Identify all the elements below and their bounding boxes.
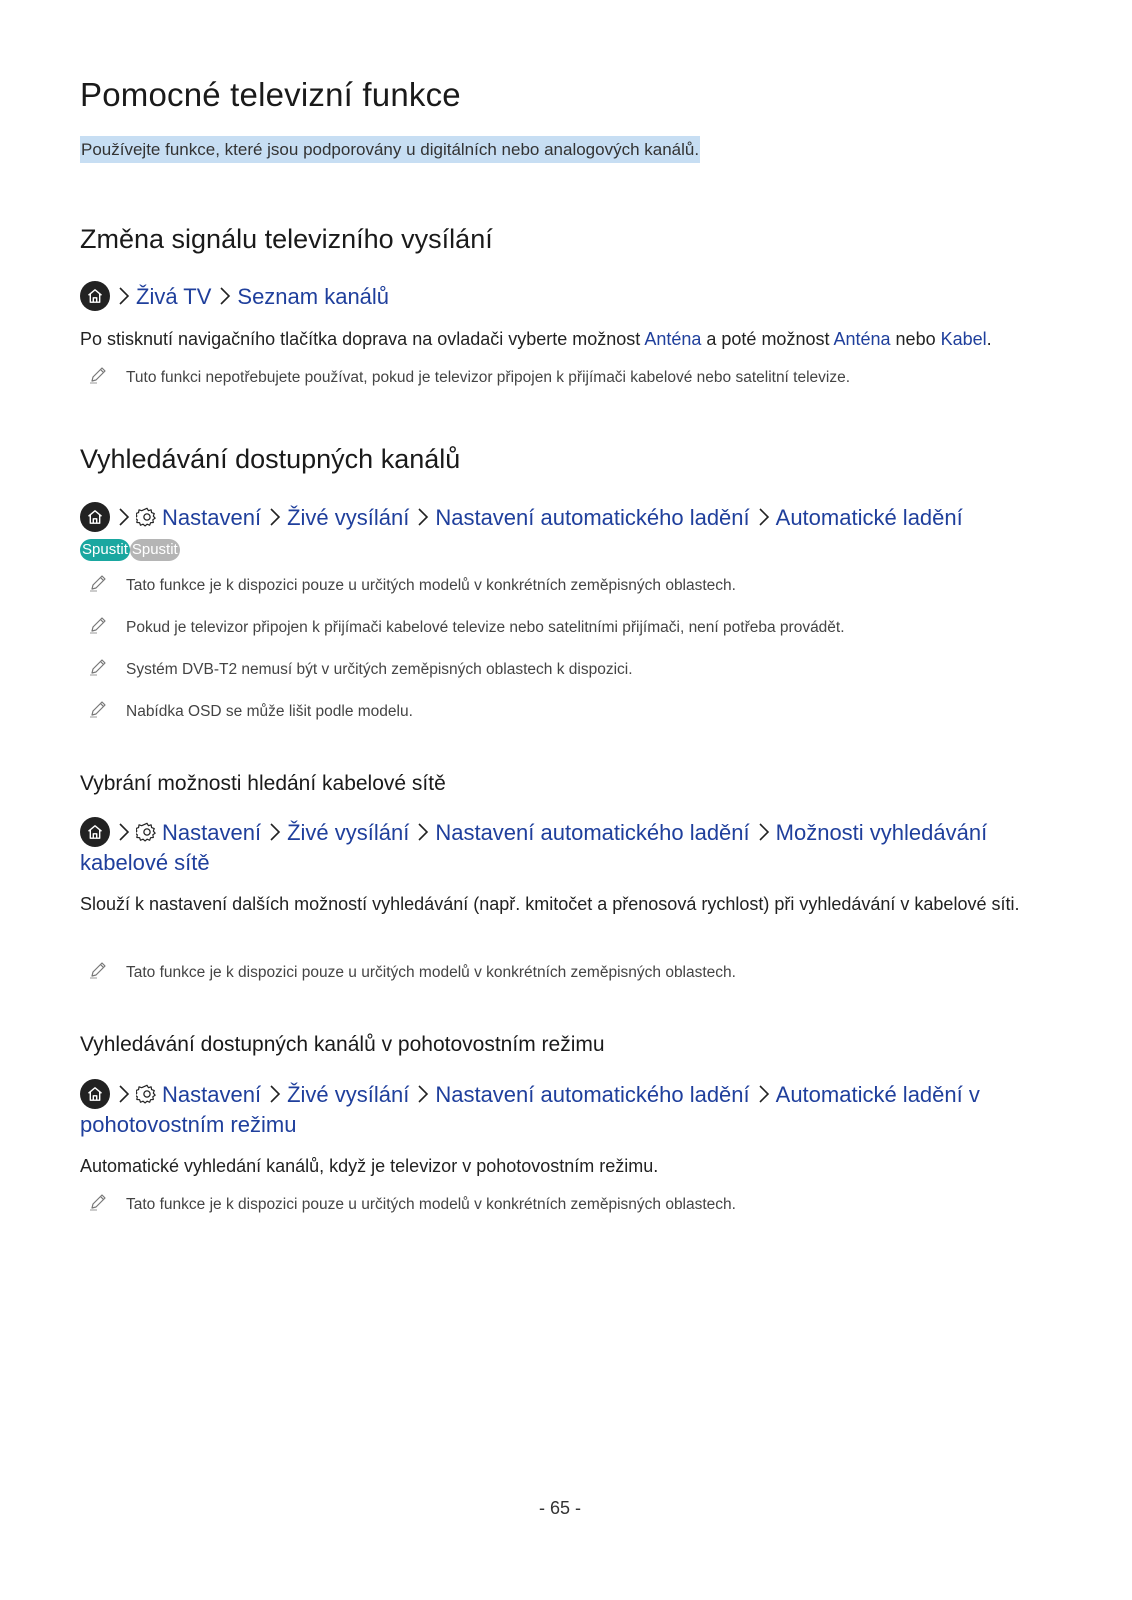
path-link[interactable]: Automatické ladění	[775, 505, 963, 530]
path-link[interactable]: Nastavení automatického ladění	[435, 820, 750, 845]
path-link[interactable]: Nastavení	[162, 1082, 262, 1107]
chevron-right-icon	[417, 822, 429, 842]
chevron-right-icon	[219, 286, 231, 306]
intro-highlight: Používejte funkce, které jsou podporovány u digitálních nebo analogových kanálů.	[80, 136, 700, 163]
section-body-cable: Slouží k nastavení dalších možností vyhledávání (např. kmitočet a přenosová rychlost) při vyhledávání v kabelové síti.	[80, 894, 1020, 914]
chevron-right-icon	[269, 507, 281, 527]
run-button-disabled[interactable]: Spustit	[130, 539, 180, 561]
highlight-term: Kabel	[940, 329, 987, 349]
gear-icon	[136, 506, 158, 528]
subsection-heading-cable: Vybrání možnosti hledání kabelové sítě	[80, 772, 446, 795]
page-title: Pomocné televizní funkce	[80, 76, 461, 113]
chevron-right-icon	[118, 507, 130, 527]
menu-path-cable	[80, 817, 1040, 878]
note-text: Tato funkce je k dispozici pouze u určitých modelů v konkrétních zeměpisných oblastech.	[126, 964, 736, 981]
gear-icon	[136, 1083, 158, 1105]
run-badges	[80, 539, 180, 561]
highlight-term: Anténa	[644, 329, 702, 349]
path-link[interactable]: Nastavení automatického ladění	[435, 505, 750, 530]
pencil-icon	[88, 615, 108, 635]
note-text: Systém DVB-T2 nemusí být v určitých zeměpisných oblastech k dispozici.	[126, 661, 633, 678]
chevron-right-icon	[269, 822, 281, 842]
chevron-right-icon	[118, 286, 130, 306]
path-link[interactable]: Živé vysílání	[287, 505, 410, 530]
section-body-standby: Automatické vyhledání kanálů, když je televizor v pohotovostním režimu.	[80, 1156, 659, 1176]
menu-path-search	[80, 502, 1040, 533]
section-heading-search: Vyhledávání dostupných kanálů	[80, 444, 461, 474]
body-text: a poté možnost	[701, 329, 834, 349]
path-link[interactable]: Možnosti vyhledávání kabelové sítě	[80, 820, 988, 875]
highlight-term: Anténa	[833, 329, 891, 349]
chevron-right-icon	[417, 1084, 429, 1104]
chevron-right-icon	[118, 1084, 130, 1104]
body-text: Po stisknutí navigačního tlačítka doprava na ovladači vyberte možnost	[80, 329, 645, 349]
pencil-icon	[88, 699, 108, 719]
menu-path-signal	[80, 281, 1040, 312]
chevron-right-icon	[758, 1084, 770, 1104]
body-text: nebo	[890, 329, 941, 349]
path-link[interactable]: Nastavení	[162, 820, 262, 845]
pencil-icon	[88, 365, 108, 385]
note-text: Nabídka OSD se může lišit podle modelu.	[126, 703, 413, 720]
pencil-icon	[88, 960, 108, 980]
home-icon	[80, 502, 110, 532]
home-icon	[80, 817, 110, 847]
path-link[interactable]: Živé vysílání	[287, 1082, 410, 1107]
section-heading-signal: Změna signálu televizního vysílání	[80, 224, 493, 254]
home-icon	[80, 1079, 110, 1109]
menu-path-standby	[80, 1079, 1040, 1140]
path-link[interactable]: Automatické ladění v pohotovostním režimu	[80, 1082, 980, 1137]
pencil-icon	[88, 1192, 108, 1212]
note-text: Tato funkce je k dispozici pouze u určitých modelů v konkrétních zeměpisných oblastech.	[126, 577, 736, 594]
run-button[interactable]: Spustit	[80, 539, 130, 561]
gear-icon	[136, 821, 158, 843]
path-link[interactable]: Nastavení	[162, 505, 262, 530]
pencil-icon	[88, 573, 108, 593]
note-text: Tato funkce je k dispozici pouze u určitých modelů v konkrétních zeměpisných oblastech.	[126, 1196, 736, 1213]
path-link[interactable]: Živá TV	[136, 284, 212, 309]
page-number: - 65 -	[538, 1498, 581, 1518]
path-link[interactable]: Seznam kanálů	[237, 284, 390, 309]
note-text: Tuto funkci nepotřebujete používat, pokud je televizor připojen k přijímači kabelové nebo satelitní televize.	[126, 369, 851, 386]
subsection-heading-standby: Vyhledávání dostupných kanálů v pohotovostním režimu	[80, 1033, 605, 1056]
chevron-right-icon	[269, 1084, 281, 1104]
note-text: Pokud je televizor připojen k přijímači kabelové televize nebo satelitními přijímači, není potřeba provádět.	[126, 619, 845, 636]
chevron-right-icon	[758, 507, 770, 527]
chevron-right-icon	[118, 822, 130, 842]
pencil-icon	[88, 657, 108, 677]
body-text: .	[986, 329, 992, 349]
path-link[interactable]: Živé vysílání	[287, 820, 410, 845]
chevron-right-icon	[417, 507, 429, 527]
chevron-right-icon	[758, 822, 770, 842]
section-body-signal	[80, 324, 1020, 354]
home-icon	[80, 281, 110, 311]
path-link[interactable]: Nastavení automatického ladění	[435, 1082, 750, 1107]
